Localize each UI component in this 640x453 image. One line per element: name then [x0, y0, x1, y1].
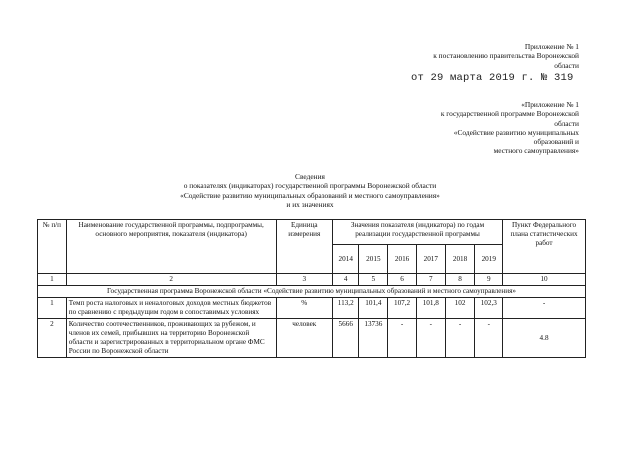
row-value: 102	[445, 298, 475, 319]
row-value: 107,2	[388, 298, 417, 319]
appendix-line-1: Приложение № 1	[524, 42, 579, 51]
column-number: 10	[503, 274, 586, 286]
title-line-1: Сведения	[295, 172, 325, 181]
program-title: Государственная программа Воронежской области «Содействие развитию муниципальных образований и местного самоуправления»	[38, 286, 586, 298]
row-value: 13736	[359, 319, 388, 358]
resolution-date-stamp: от 29 марта 2019 г. № 319	[411, 72, 574, 84]
table-row	[38, 319, 586, 358]
header-fed-plan: Пункт Федерального плана статистических работ	[503, 220, 586, 274]
row-fed-plan: 4.8	[503, 319, 586, 358]
table-row	[38, 298, 586, 319]
title-line-2: о показателях (индикаторах) государственной программы Воронежской области	[183, 181, 437, 191]
header-unit: Единица измерения	[276, 220, 332, 274]
appendix-header	[349, 42, 579, 70]
row-num: 2	[38, 319, 67, 358]
row-value: 101,8	[416, 298, 445, 319]
title-line-3: «Содействие развитию муниципальных образований и местного самоуправления»	[180, 190, 440, 200]
quote-line-2: к государственной программе Воронежской	[440, 109, 579, 119]
column-number: 5	[359, 274, 388, 286]
row-name: Темп роста налоговых и неналоговых доходов местных бюджетов по сравнению с предыдущим годом в сопоставимых условиях	[66, 298, 276, 319]
quote-line-6: местного самоуправления»	[493, 146, 579, 156]
title-line-4: и их значениях	[286, 199, 334, 209]
row-value: -	[388, 319, 417, 358]
column-number: 1	[38, 274, 67, 286]
header-values: Значения показателя (индикатора) по годам реализации государственной программы	[332, 220, 502, 245]
appendix-line-3: области	[554, 60, 579, 70]
year-cell: 2014	[332, 245, 359, 274]
row-value: 5666	[332, 319, 359, 358]
row-value: -	[416, 319, 445, 358]
column-number: 8	[445, 274, 475, 286]
quote-line-3: области	[554, 118, 579, 128]
column-number: 2	[66, 274, 276, 286]
year-cell: 2015	[359, 245, 388, 274]
column-number: 9	[475, 274, 503, 286]
document-title	[100, 172, 520, 209]
quote-line-5: образований и	[533, 137, 579, 147]
year-cell: 2019	[475, 245, 503, 274]
row-unit: %	[276, 298, 332, 319]
row-name: Количество соотечественников, проживающих за рубежом, и членов их семей, прибывших на территорию Воронежской области и зарегистрированных в территориальном органе ФМС России по Воронежской области	[66, 319, 276, 358]
appendix-line-2: к постановлению правительства Воронежской	[433, 51, 579, 61]
quote-line-1: «Приложение № 1	[521, 100, 579, 109]
appendix-quote	[349, 100, 579, 156]
column-number: 6	[388, 274, 417, 286]
row-fed-plan: -	[503, 298, 586, 319]
header-name: Наименование государственной программы, подпрограммы, основного мероприятия, показателя (индикатора)	[66, 220, 276, 274]
year-cell: 2016	[388, 245, 417, 274]
table-header-row	[38, 220, 586, 245]
row-value: 102,3	[475, 298, 503, 319]
row-value: -	[445, 319, 475, 358]
column-number: 3	[276, 274, 332, 286]
quote-line-4: «Содействие развитию муниципальных	[453, 127, 579, 137]
row-value: 101,4	[359, 298, 388, 319]
year-cell: 2018	[445, 245, 475, 274]
indicators-table	[37, 219, 586, 358]
row-value: -	[475, 319, 503, 358]
header-num: № п/п	[38, 220, 67, 274]
row-value: 113,2	[332, 298, 359, 319]
program-row	[38, 286, 586, 298]
row-unit: человек	[276, 319, 332, 358]
year-cell: 2017	[416, 245, 445, 274]
column-number: 4	[332, 274, 359, 286]
column-number: 7	[416, 274, 445, 286]
row-num: 1	[38, 298, 67, 319]
column-number-row	[38, 274, 586, 286]
